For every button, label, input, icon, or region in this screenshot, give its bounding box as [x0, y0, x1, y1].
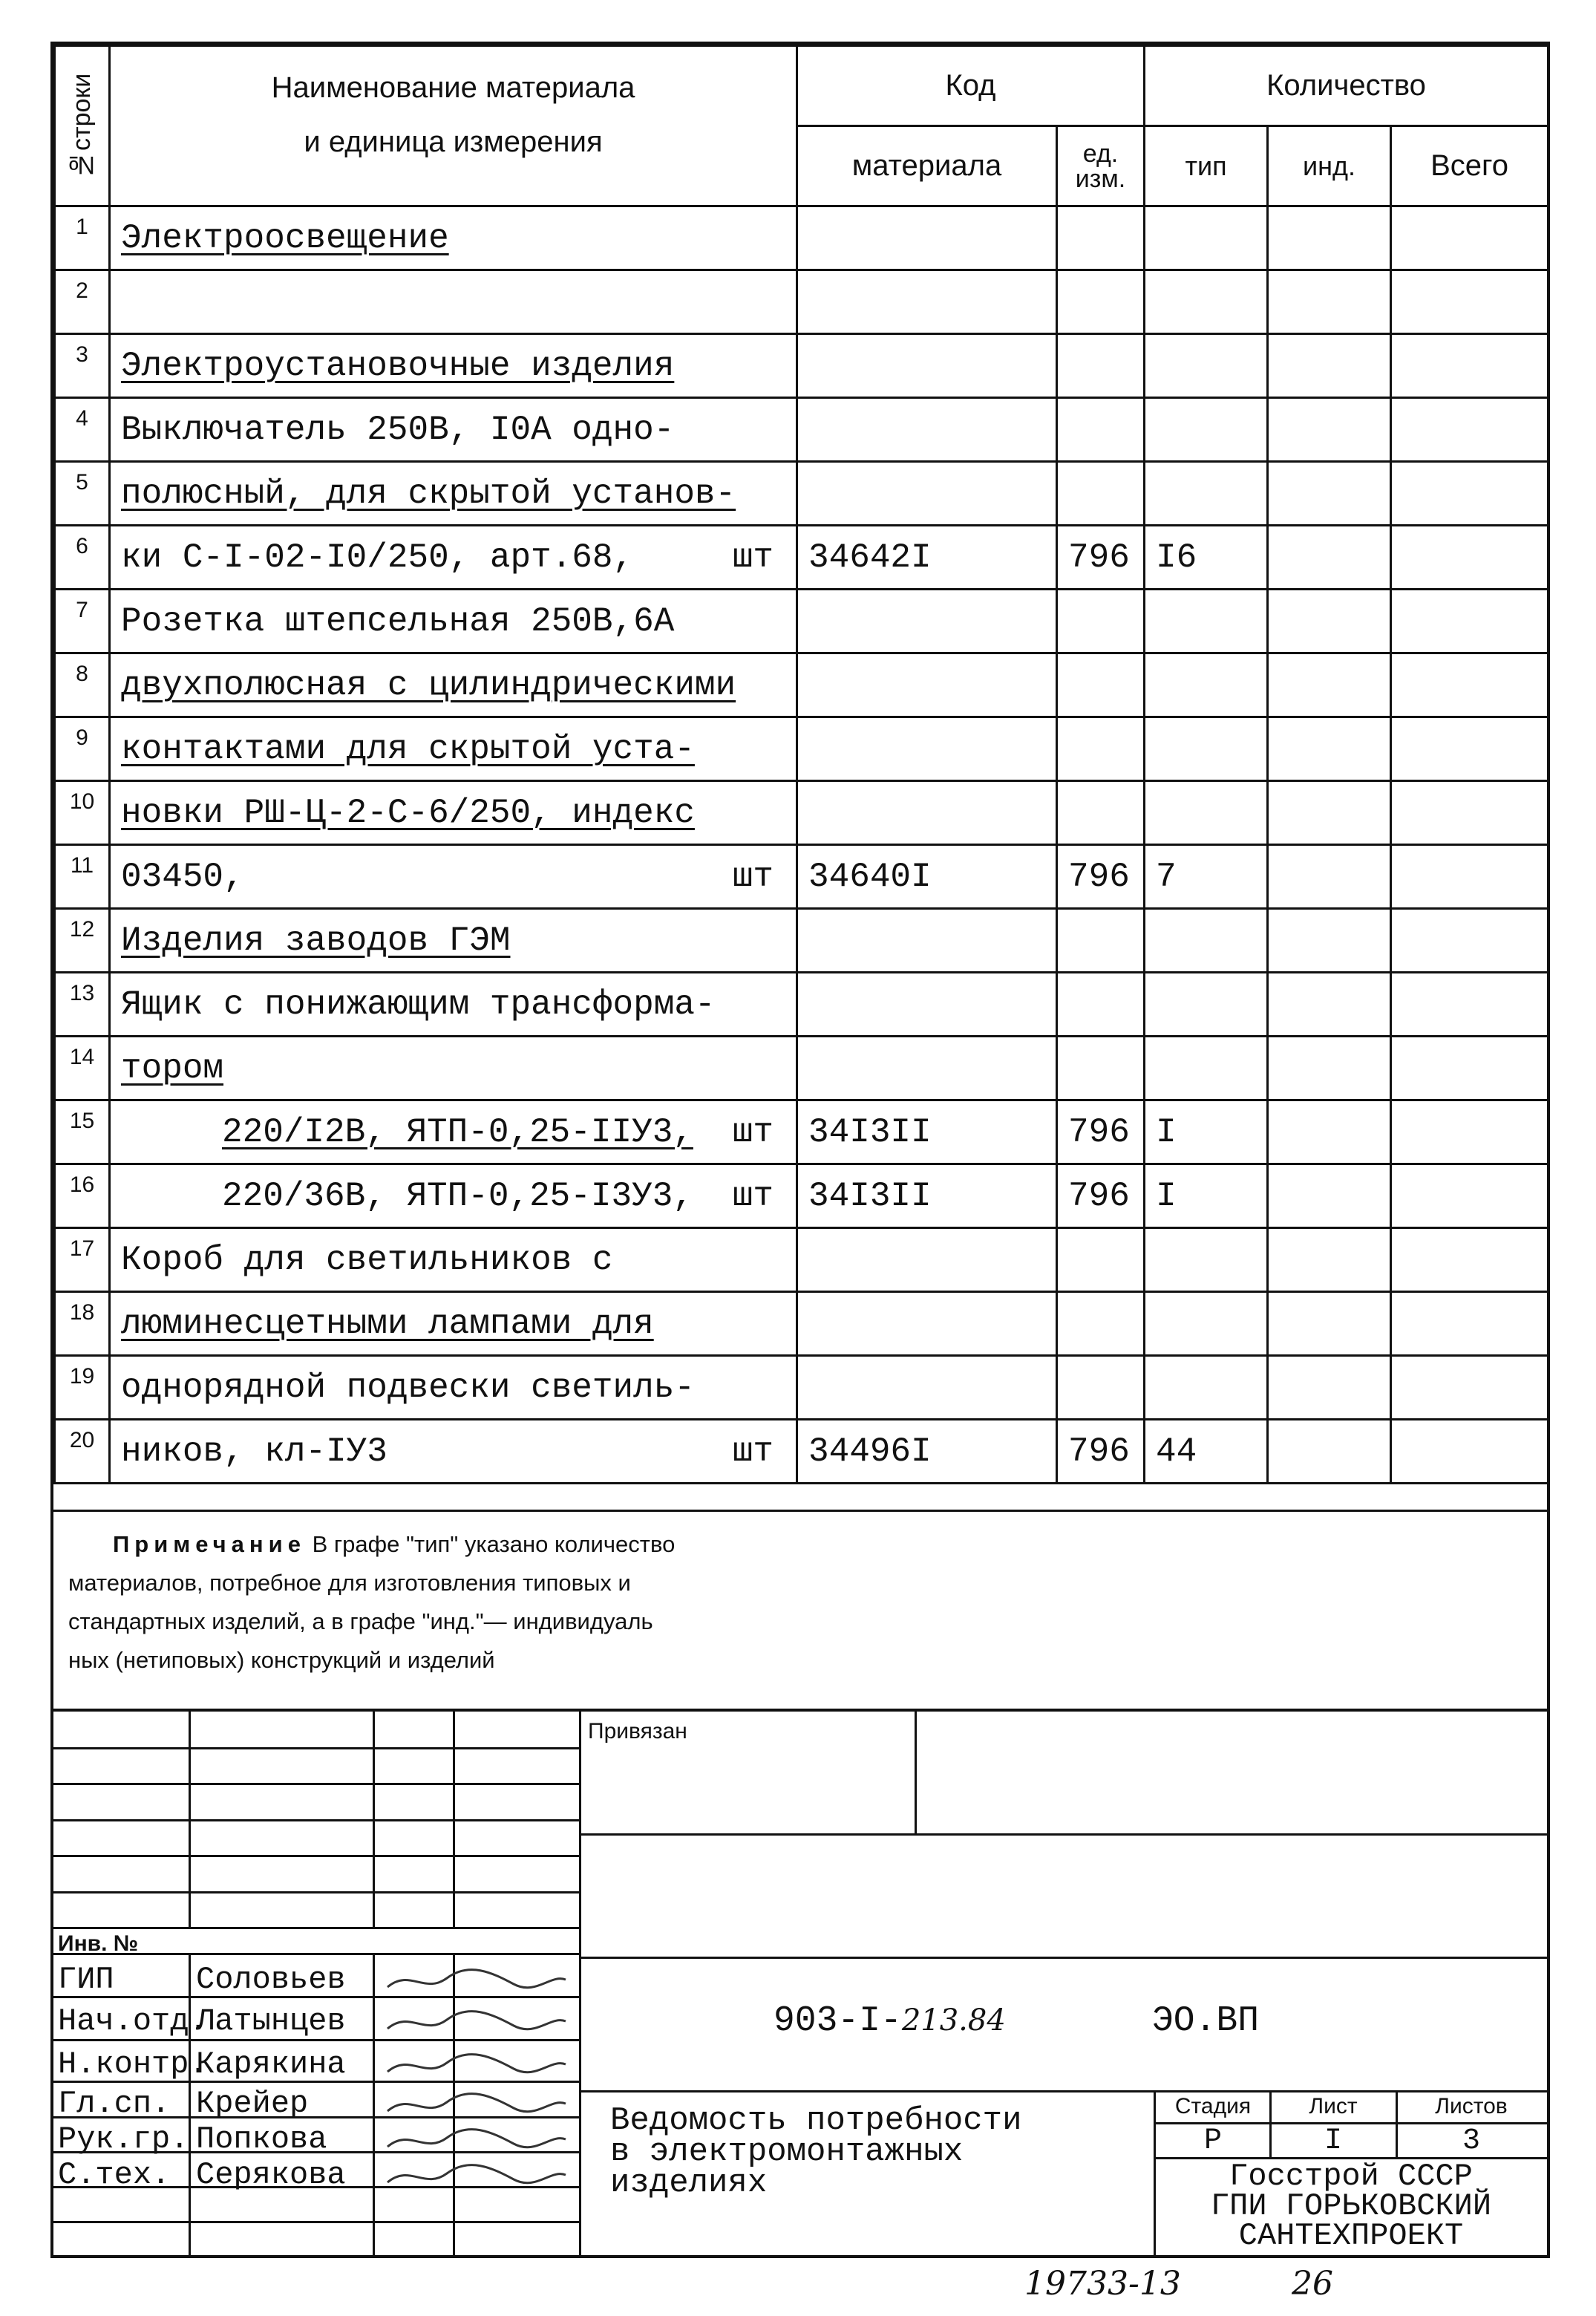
material-name-cell	[110, 653, 797, 717]
unit-code: 796	[1057, 526, 1145, 590]
row-number: 3	[55, 334, 110, 398]
material-code: 34496I	[797, 1420, 1057, 1484]
note-text-4: ных (нетиповых) конструкций и изделий	[68, 1647, 495, 1673]
material-name-cell	[110, 334, 797, 398]
qty-ind	[1268, 1292, 1391, 1356]
note-block	[53, 1510, 1547, 1709]
qty-type	[1145, 206, 1268, 270]
row-number: 11	[55, 845, 110, 909]
unit-code	[1057, 1228, 1145, 1292]
title-block	[53, 1709, 1547, 2258]
document-sheet	[50, 42, 1550, 2258]
material-unit: шт	[732, 857, 774, 896]
material-code	[797, 1228, 1057, 1292]
note-text-3: стандартных изделий, а в графе "инд."— индивидуаль	[68, 1608, 653, 1634]
row-number: 15	[55, 1100, 110, 1164]
table-row	[55, 526, 1548, 590]
qty-type	[1145, 270, 1268, 334]
unit-code	[1057, 1037, 1145, 1100]
material-name: двухполюсная с цилиндрическими	[121, 665, 736, 705]
qty-type	[1145, 1356, 1268, 1420]
qty-type	[1145, 1228, 1268, 1292]
material-name: однорядной подвески светиль-	[121, 1368, 695, 1407]
qty-type: I6	[1145, 526, 1268, 590]
signature-scribble	[380, 2160, 573, 2193]
material-name: Выключатель 250В, I0А одно-	[121, 410, 675, 449]
material-code	[797, 1292, 1057, 1356]
material-name: Электроосвещение	[121, 218, 449, 258]
row-number: 19	[55, 1356, 110, 1420]
qty-total	[1391, 653, 1548, 717]
sheet-value: I	[1324, 2124, 1342, 2158]
qty-total-header: Всего	[1391, 126, 1548, 206]
qty-type: I	[1145, 1100, 1268, 1164]
qty-type	[1145, 1292, 1268, 1356]
note-label: Примечание	[113, 1531, 306, 1557]
qty-type: I	[1145, 1164, 1268, 1228]
material-code	[797, 1356, 1057, 1420]
qty-ind	[1268, 206, 1391, 270]
qty-total	[1391, 1420, 1548, 1484]
name-header: Наименование материала и единица измерения	[110, 46, 797, 206]
material-name: 03450,	[121, 857, 244, 896]
unit-code: 796	[1057, 1164, 1145, 1228]
material-name: Изделия заводов ГЭМ	[121, 921, 511, 960]
row-number: 10	[55, 781, 110, 845]
material-name-cell	[110, 1100, 797, 1164]
qty-type	[1145, 653, 1268, 717]
person-name: Крейер	[196, 2086, 309, 2121]
material-name: Ящик с понижающим трансформа-	[121, 985, 716, 1024]
material-name-cell	[110, 973, 797, 1037]
row-number: 9	[55, 717, 110, 781]
qty-total	[1391, 717, 1548, 781]
unit-code	[1057, 717, 1145, 781]
unit-code: 796	[1057, 845, 1145, 909]
qty-ind	[1268, 1228, 1391, 1292]
code-material-header: материала	[797, 126, 1057, 206]
qty-total	[1391, 1164, 1548, 1228]
table-row	[55, 717, 1548, 781]
qty-total	[1391, 270, 1548, 334]
table-row	[55, 590, 1548, 653]
qty-ind	[1268, 909, 1391, 973]
table-row	[55, 653, 1548, 717]
title-line-3: изделиях	[610, 2165, 768, 2202]
material-name-cell	[110, 590, 797, 653]
qty-total	[1391, 462, 1548, 526]
table-row	[55, 781, 1548, 845]
row-number: 5	[55, 462, 110, 526]
materials-table	[53, 45, 1549, 1484]
unit-code	[1057, 206, 1145, 270]
material-unit: шт	[732, 1432, 774, 1471]
qty-ind	[1268, 270, 1391, 334]
material-code	[797, 462, 1057, 526]
document-code-printed: 903-I-	[774, 2001, 902, 2041]
material-code	[797, 653, 1057, 717]
material-name-cell	[110, 206, 797, 270]
qty-total	[1391, 526, 1548, 590]
material-name-cell	[110, 717, 797, 781]
qty-total	[1391, 973, 1548, 1037]
material-name: новки РШ-Ц-2-С-6/250, индекс	[121, 793, 695, 832]
material-name: ников, кл-IУ3	[121, 1432, 387, 1471]
qty-total	[1391, 909, 1548, 973]
org-line-2: ГПИ ГОРЬКОВСКИЙ	[1210, 2188, 1492, 2224]
unit-code	[1057, 462, 1145, 526]
qty-type	[1145, 781, 1268, 845]
qty-type: 44	[1145, 1420, 1268, 1484]
qty-type	[1145, 398, 1268, 462]
row-number: 12	[55, 909, 110, 973]
qty-total	[1391, 781, 1548, 845]
note-line-1	[68, 1525, 1547, 1564]
qty-ind	[1268, 398, 1391, 462]
material-code	[797, 334, 1057, 398]
document-code	[774, 2001, 1006, 2041]
code-unit-header: ед. изм.	[1057, 126, 1145, 206]
quantity-header: Количество	[1145, 46, 1548, 126]
page-number: 26	[1292, 2265, 1333, 2303]
person-name: Карякина	[196, 2046, 346, 2082]
archive-number: 19733-13	[1024, 2265, 1181, 2303]
material-code: 34I3II	[797, 1164, 1057, 1228]
material-name: контактами для скрытой уста-	[121, 729, 695, 769]
material-name: 220/36В, ЯТП-0,25-I3У3,	[222, 1176, 693, 1216]
qty-ind	[1268, 462, 1391, 526]
organization	[1157, 2159, 1546, 2254]
sheets-label: Листов	[1435, 2094, 1508, 2118]
unit-code	[1057, 590, 1145, 653]
material-code	[797, 590, 1057, 653]
unit-code	[1057, 1292, 1145, 1356]
role: Рук.гр.	[58, 2121, 189, 2157]
unit-code: 796	[1057, 1420, 1145, 1484]
table-row	[55, 1292, 1548, 1356]
material-name-cell	[110, 845, 797, 909]
material-name-cell	[110, 526, 797, 590]
title-line-1: Ведомость потребности	[610, 2102, 1022, 2139]
qty-type-header: тип	[1145, 126, 1268, 206]
person-name: Серякова	[196, 2157, 346, 2193]
material-name: полюсный, для скрытой установ-	[121, 474, 736, 513]
role: Нач.отд.	[58, 2003, 208, 2039]
qty-type	[1145, 973, 1268, 1037]
document-mark: ЭО.ВП	[1152, 2001, 1260, 2041]
material-name-cell	[110, 270, 797, 334]
row-number: 17	[55, 1228, 110, 1292]
unit-code	[1057, 270, 1145, 334]
qty-total	[1391, 398, 1548, 462]
qty-type	[1145, 334, 1268, 398]
material-name-cell	[110, 1420, 797, 1484]
row-number: 20	[55, 1420, 110, 1484]
signature-scribble	[380, 2089, 573, 2121]
qty-ind	[1268, 717, 1391, 781]
qty-total	[1391, 845, 1548, 909]
person-name: Попкова	[196, 2121, 327, 2157]
table-row	[55, 909, 1548, 973]
qty-ind	[1268, 1420, 1391, 1484]
table-row	[55, 398, 1548, 462]
unit-code	[1057, 334, 1145, 398]
sheets-value: 3	[1462, 2124, 1480, 2158]
person-name: Латынцев	[196, 2003, 346, 2039]
qty-ind	[1268, 1356, 1391, 1420]
table-row	[55, 845, 1548, 909]
material-name: ки С-I-02-I0/250, арт.68,	[121, 538, 634, 577]
material-name: тором	[121, 1048, 224, 1088]
org-line-1: Госстрой СССР	[1229, 2159, 1473, 2194]
material-name: 220/I2В, ЯТП-0,25-IIУ3,	[222, 1112, 693, 1152]
code-header: Код	[797, 46, 1145, 126]
material-name: Короб для светильников с	[121, 1240, 613, 1279]
unit-code	[1057, 653, 1145, 717]
material-code	[797, 909, 1057, 973]
material-name-cell	[110, 1037, 797, 1100]
material-code	[797, 206, 1057, 270]
table-row	[55, 206, 1548, 270]
qty-ind	[1268, 973, 1391, 1037]
material-name-cell	[110, 1164, 797, 1228]
row-number: 14	[55, 1037, 110, 1100]
person-name: Соловьев	[196, 1962, 346, 1997]
sheet-label: Лист	[1309, 2094, 1358, 2118]
qty-total	[1391, 1100, 1548, 1164]
qty-type	[1145, 1037, 1268, 1100]
signature-scribble	[380, 1965, 573, 1997]
material-code	[797, 1037, 1057, 1100]
material-name-cell	[110, 1292, 797, 1356]
row-number-header: №строки	[55, 46, 110, 206]
inventory-label: Инв. №	[58, 1931, 139, 1956]
material-code: 34I3II	[797, 1100, 1057, 1164]
material-name-cell	[110, 909, 797, 973]
unit-code	[1057, 1356, 1145, 1420]
row-number: 2	[55, 270, 110, 334]
role: С.тех.	[58, 2157, 171, 2193]
bound-label: Привязан	[588, 1719, 687, 1743]
role: ГИП	[58, 1962, 114, 1997]
material-code: 34640I	[797, 845, 1057, 909]
material-unit: шт	[732, 1112, 774, 1152]
table-row	[55, 1420, 1548, 1484]
table-row	[55, 1100, 1548, 1164]
document-code-handwritten: 213.84	[901, 2003, 1006, 2038]
qty-total	[1391, 1356, 1548, 1420]
material-name: люминесцетными лампами для	[121, 1304, 654, 1343]
row-number: 1	[55, 206, 110, 270]
table-row	[55, 1164, 1548, 1228]
qty-total	[1391, 590, 1548, 653]
material-unit: шт	[732, 1176, 774, 1216]
unit-code	[1057, 973, 1145, 1037]
row-number: 6	[55, 526, 110, 590]
qty-ind	[1268, 526, 1391, 590]
qty-type	[1145, 717, 1268, 781]
material-code	[797, 781, 1057, 845]
qty-total	[1391, 1037, 1548, 1100]
qty-type	[1145, 462, 1268, 526]
row-number: 18	[55, 1292, 110, 1356]
role: Гл.сп.	[58, 2086, 171, 2121]
signature-scribble	[380, 2006, 573, 2039]
stage-label: Стадия	[1174, 2094, 1252, 2118]
unit-code: 796	[1057, 1100, 1145, 1164]
role: Н.контр.	[58, 2046, 208, 2082]
unit-code	[1057, 781, 1145, 845]
qty-type	[1145, 909, 1268, 973]
signature-scribble	[380, 2049, 573, 2082]
signature-scribble	[380, 2124, 573, 2157]
material-code	[797, 270, 1057, 334]
qty-ind	[1268, 781, 1391, 845]
material-name-cell	[110, 1228, 797, 1292]
row-number: 8	[55, 653, 110, 717]
stage-value: Р	[1203, 2124, 1222, 2158]
material-code	[797, 717, 1057, 781]
qty-ind	[1268, 845, 1391, 909]
document-title	[610, 2102, 1022, 2202]
table-row	[55, 973, 1548, 1037]
qty-total	[1391, 1228, 1548, 1292]
material-name-cell	[110, 781, 797, 845]
material-unit: шт	[732, 538, 774, 577]
unit-code	[1057, 398, 1145, 462]
qty-ind	[1268, 1037, 1391, 1100]
qty-ind	[1268, 590, 1391, 653]
table-row	[55, 462, 1548, 526]
table-row	[55, 1228, 1548, 1292]
material-name-cell	[110, 1356, 797, 1420]
material-code	[797, 973, 1057, 1037]
qty-total	[1391, 334, 1548, 398]
material-name-cell	[110, 462, 797, 526]
table-row	[55, 334, 1548, 398]
qty-total	[1391, 206, 1548, 270]
material-name-cell	[110, 398, 797, 462]
qty-ind	[1268, 1100, 1391, 1164]
note-text-1: В графе "тип" указано количество	[312, 1531, 676, 1557]
row-number: 13	[55, 973, 110, 1037]
table-row	[55, 1356, 1548, 1420]
qty-ind	[1268, 334, 1391, 398]
row-number: 7	[55, 590, 110, 653]
qty-type: 7	[1145, 845, 1268, 909]
qty-ind-header: инд.	[1268, 126, 1391, 206]
material-name: Электроустановочные изделия	[121, 346, 675, 385]
material-name: Розетка штепсельная 250В,6А	[121, 601, 675, 641]
qty-total	[1391, 1292, 1548, 1356]
row-number: 4	[55, 398, 110, 462]
note-text-2: материалов, потребное для изготовления типовых и	[68, 1570, 631, 1596]
row-number: 16	[55, 1164, 110, 1228]
material-code	[797, 398, 1057, 462]
title-line-2: в электромонтажных	[610, 2133, 964, 2170]
table-row	[55, 1037, 1548, 1100]
material-code: 34642I	[797, 526, 1057, 590]
unit-code	[1057, 909, 1145, 973]
qty-type	[1145, 590, 1268, 653]
org-line-3: САНТЕХПРОЕКТ	[1238, 2218, 1464, 2254]
table-row	[55, 270, 1548, 334]
qty-ind	[1268, 653, 1391, 717]
qty-ind	[1268, 1164, 1391, 1228]
